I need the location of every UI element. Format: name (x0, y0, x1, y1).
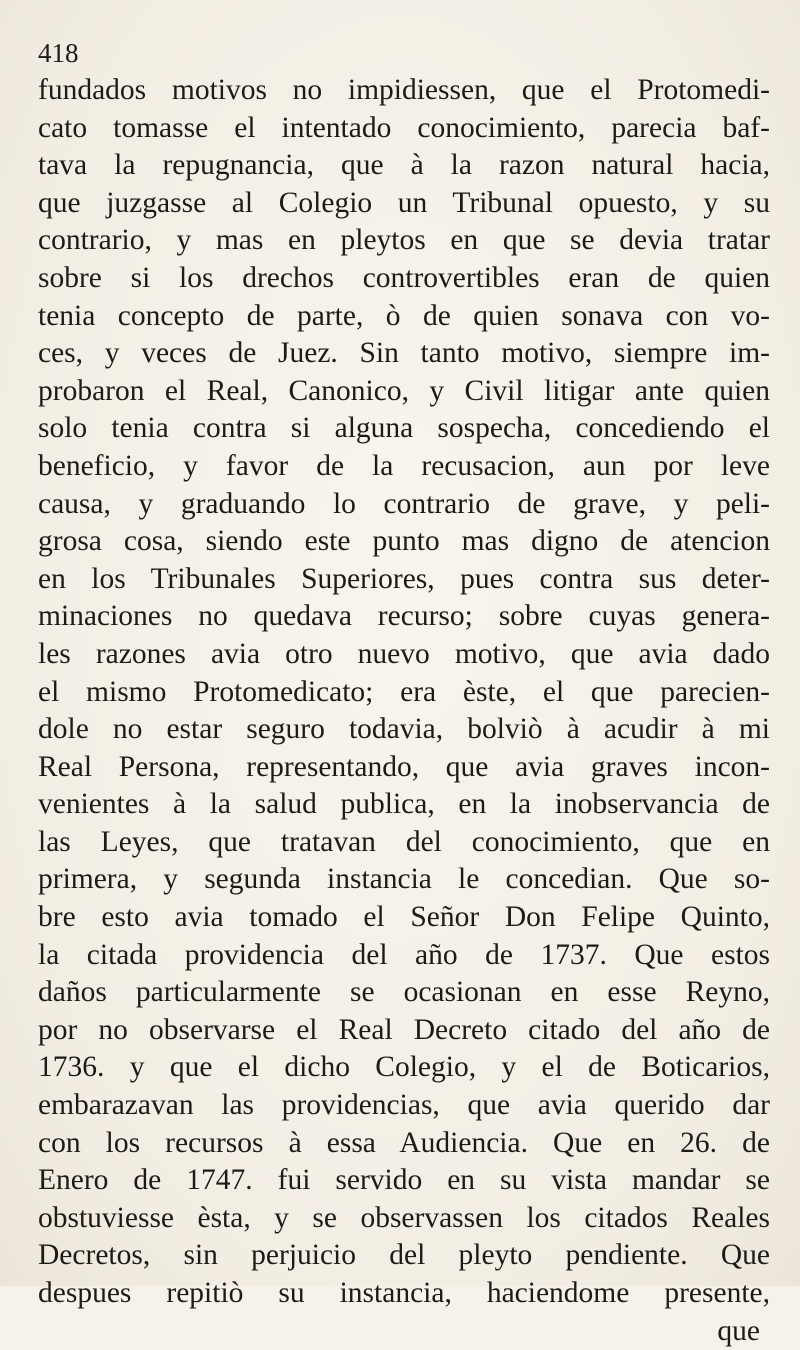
text-line: cato tomasse el intentado conocimiento, parecia baf- (38, 111, 770, 144)
text-line: en los Tribunales Superiores, pues contra sus deter- (38, 562, 770, 595)
text-line: el mismo Protomedicato; era èste, el que parecien- (38, 675, 770, 708)
text-line: beneficio, y favor de la recusacion, aun por leve (38, 449, 770, 482)
text-line: que juzgasse al Colegio un Tribunal opuesto, y su (38, 186, 770, 219)
text-line: por no observarse el Real Decreto citado del año de (38, 1013, 770, 1046)
text-line: la citada providencia del año de 1737. Que estos (38, 938, 770, 971)
text-line: sobre si los drechos controvertibles eran de quien (38, 261, 770, 294)
text-line: obstuviesse èsta, y se observassen los citados Reales (38, 1201, 770, 1234)
text-line: embarazavan las providencias, que avia querido dar (38, 1089, 770, 1122)
text-line: probaron el Real, Canonico, y Civil litigar ante quien (38, 374, 770, 407)
text-line: Enero de 1747. fui servido en su vista mandar se (38, 1164, 770, 1197)
text-line: 1736. y que el dicho Colegio, y el de Boticarios, (38, 1051, 770, 1084)
catchword: que (717, 1314, 760, 1347)
text-line: minaciones no quedava recurso; sobre cuyas genera- (38, 600, 770, 633)
text-line: daños particularmente se ocasionan en esse Reyno, (38, 976, 770, 1009)
text-line: venientes à la salud publica, en la inobservancia de (38, 788, 770, 821)
text-line: les razones avia otro nuevo motivo, que avia dado (38, 637, 770, 670)
text-line: Decretos, sin perjuicio del pleyto pendiente. Que (38, 1239, 770, 1272)
text-line: solo tenia contra si alguna sospecha, concediendo el (38, 412, 770, 445)
text-line: tava la repugnancia, que à la razon natural hacia, (38, 149, 770, 182)
page-number: 418 (38, 38, 79, 68)
text-line: ces, y veces de Juez. Sin tanto motivo, siempre im- (38, 337, 770, 370)
text-line: contrario, y mas en pleytos en que se devia tratar (38, 224, 770, 257)
body-text (38, 72, 770, 1350)
text-line: las Leyes, que tratavan del conocimiento, que en (38, 825, 770, 858)
text-line: grosa cosa, siendo este punto mas digno de atencion (38, 525, 770, 558)
text-line: tenia concepto de parte, ò de quien sonava con vo- (38, 299, 770, 332)
text-line: dole no estar seguro todavia, bolviò à acudir à mi (38, 713, 770, 746)
text-line: con los recursos à essa Audiencia. Que en 26. de (38, 1126, 770, 1159)
text-line: Real Persona, representando, que avia graves incon- (38, 750, 770, 783)
text-line: fundados motivos no impidiessen, que el Protomedi- (38, 74, 770, 106)
text-line: primera, y segunda instancia le concedian. Que so- (38, 863, 770, 896)
text-line: despues repitiò su instancia, haciendome presente, (38, 1277, 770, 1309)
text-line: bre esto avia tomado el Señor Don Felipe Quinto, (38, 901, 770, 934)
text-line: causa, y graduando lo contrario de grave, y peli- (38, 487, 770, 520)
